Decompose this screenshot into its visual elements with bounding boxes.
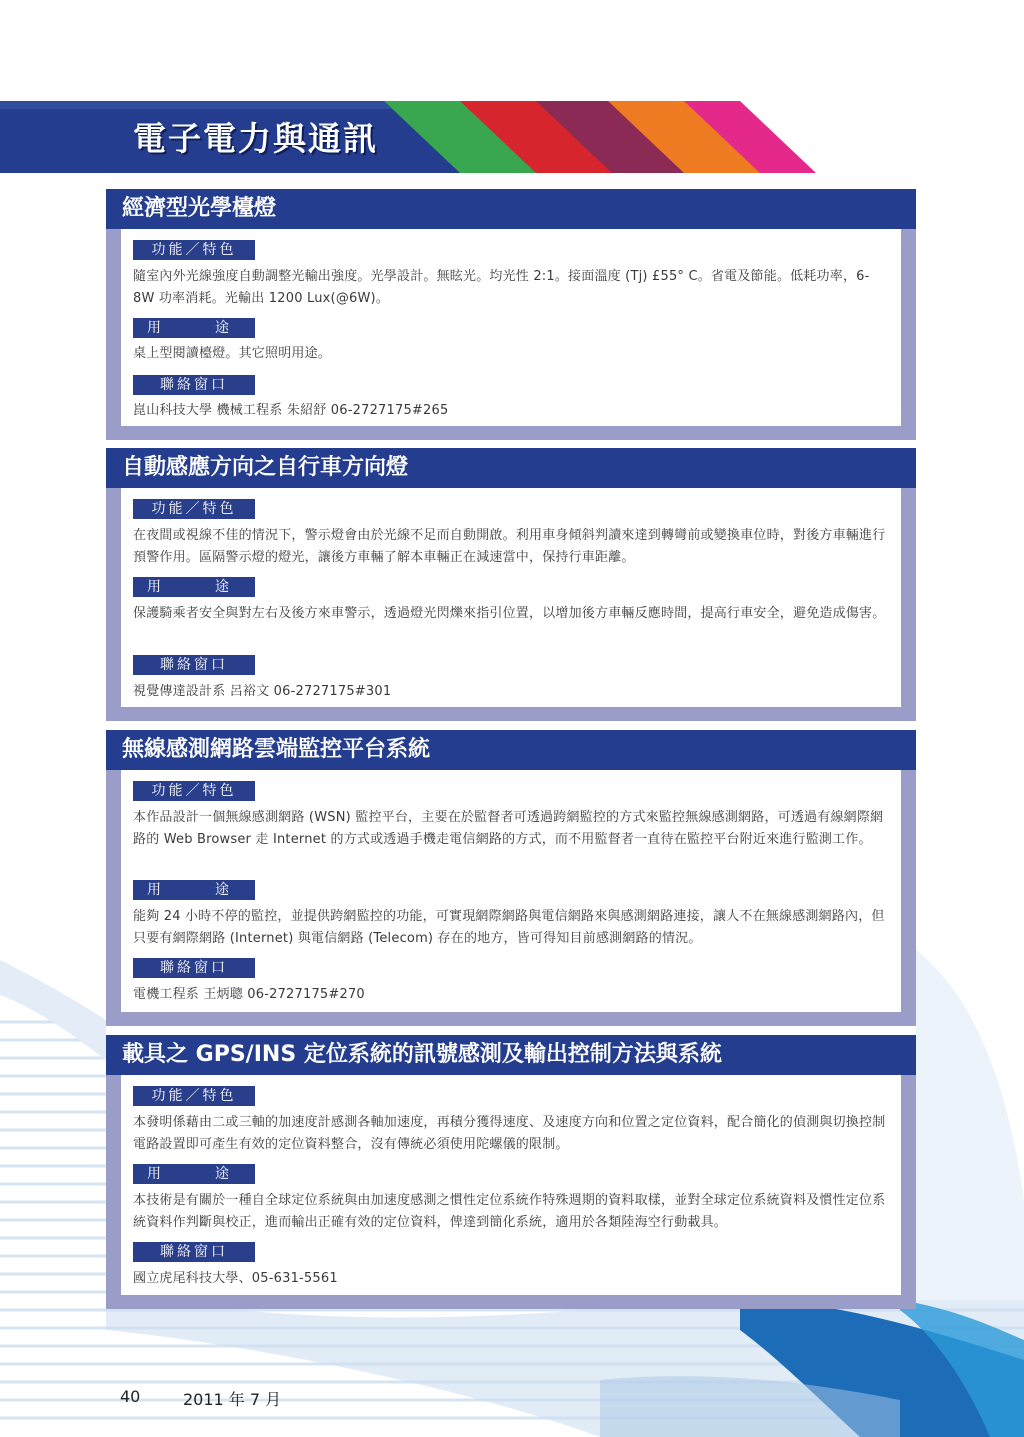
usage-text: 桌上型閱讀檯燈。其它照明用途。 [133, 346, 332, 361]
project-title: 經濟型光學檯燈 [106, 189, 916, 229]
feature-text: 本作品設計一個無線感測網路 (WSN) 監控平台，主要在於監督者可透過跨網監控的方式來監控無線感測網路，可透過有線網際網路的 Web Browser 走 Internet 的方式或透過手機走電信網路的方式，而不用監督者一直待在監控平台附近來進行監測工作。 [133, 810, 884, 847]
contact-text: 國立虎尾科技大學、05-631-5561 [133, 1271, 338, 1286]
project-title: 無線感測網路雲端監控平台系統 [106, 730, 916, 770]
usage-label-char: 用 [147, 882, 161, 898]
project-body [121, 229, 901, 426]
feature-label: 功能／特色 [133, 499, 255, 519]
usage-label [133, 880, 255, 900]
contact-text: 崑山科技大學 機械工程系 朱紹舒 06-2727175#265 [133, 403, 449, 418]
feature-text: 本發明係藉由二或三軸的加速度計感測各軸加速度，再積分獲得速度、及速度方向和位置之定位資料，配合簡化的偵測與切換控制電路設置即可產生有效的定位資料整合，沒有傳統必須使用陀螺儀的限制。 [133, 1115, 886, 1152]
usage-text: 本技術是有關於一種自全球定位系統與由加速度感測之慣性定位系統作特殊週期的資料取樣，並對全球定位系統資料及慣性定位系統資料作判斷與校正，進而輸出正確有效的定位資料，俾達到簡化系統，適用於各類陸海空行動載具。 [133, 1193, 886, 1230]
feature-label: 功能／特色 [133, 240, 255, 260]
project-card [106, 448, 916, 721]
usage-label-char: 途 [215, 882, 229, 898]
usage-text: 能夠 24 小時不停的監控，並提供跨網監控的功能，可實現網際網路與電信網路來與感測網路連接，讓人不在無線感測網路內，但只要有網際網路 (Internet) 與電信網路 (Telecom) 存在的地方，皆可得知目前感測網路的情況。 [133, 909, 885, 946]
usage-label-char: 用 [147, 579, 161, 595]
usage-label [133, 318, 255, 338]
contact-text: 電機工程系 王炳聰 06-2727175#270 [133, 987, 365, 1002]
usage-label [133, 577, 255, 597]
project-card [106, 730, 916, 1026]
usage-label-char: 途 [215, 579, 229, 595]
project-body [121, 1075, 901, 1295]
feature-text: 隨室內外光線強度自動調整光輸出強度。光學設計。無眩光。均光性 2:1。接面溫度 (Tj) £55° C。省電及節能。低耗功率，6-8W 功率消耗。光輸出 1200 Lux(@6W)。 [133, 269, 870, 306]
issue-date: 2011 年 7 月 [183, 1390, 282, 1409]
project-card [106, 1035, 916, 1309]
contact-label: 聯絡窗口 [133, 655, 255, 675]
feature-label: 功能／特色 [133, 1086, 255, 1106]
usage-label-char: 途 [215, 320, 229, 336]
page-section-title: 電子電力與通訊 [133, 119, 378, 158]
project-card [106, 189, 916, 440]
usage-text: 保護騎乘者安全與對左右及後方來車警示，透過燈光閃爍來指引位置，以增加後方車輛反應時間，提高行車安全，避免造成傷害。 [133, 606, 886, 621]
feature-label: 功能／特色 [133, 781, 255, 801]
project-body [121, 770, 901, 1012]
usage-label-char: 用 [147, 320, 161, 336]
contact-label: 聯絡窗口 [133, 375, 255, 395]
contact-text: 視覺傳達設計系 呂裕文 06-2727175#301 [133, 684, 392, 699]
usage-label [133, 1164, 255, 1184]
usage-label-char: 途 [215, 1166, 229, 1182]
contact-label: 聯絡窗口 [133, 1242, 255, 1262]
project-title: 載具之 GPS/INS 定位系統的訊號感測及輸出控制方法與系統 [106, 1035, 916, 1075]
project-title: 自動感應方向之自行車方向燈 [106, 448, 916, 488]
contact-label: 聯絡窗口 [133, 958, 255, 978]
usage-label-char: 用 [147, 1166, 161, 1182]
feature-text: 在夜間或視線不佳的情況下，警示燈會由於光線不足而自動開啟。利用車身傾斜判讀來達到轉彎前或變換車位時，對後方車輛進行預警作用。區隔警示燈的燈光，讓後方車輛了解本車輛正在減速當中，保持行車距離。 [133, 528, 886, 565]
page-number: 40 [120, 1387, 141, 1406]
project-body [121, 488, 901, 707]
